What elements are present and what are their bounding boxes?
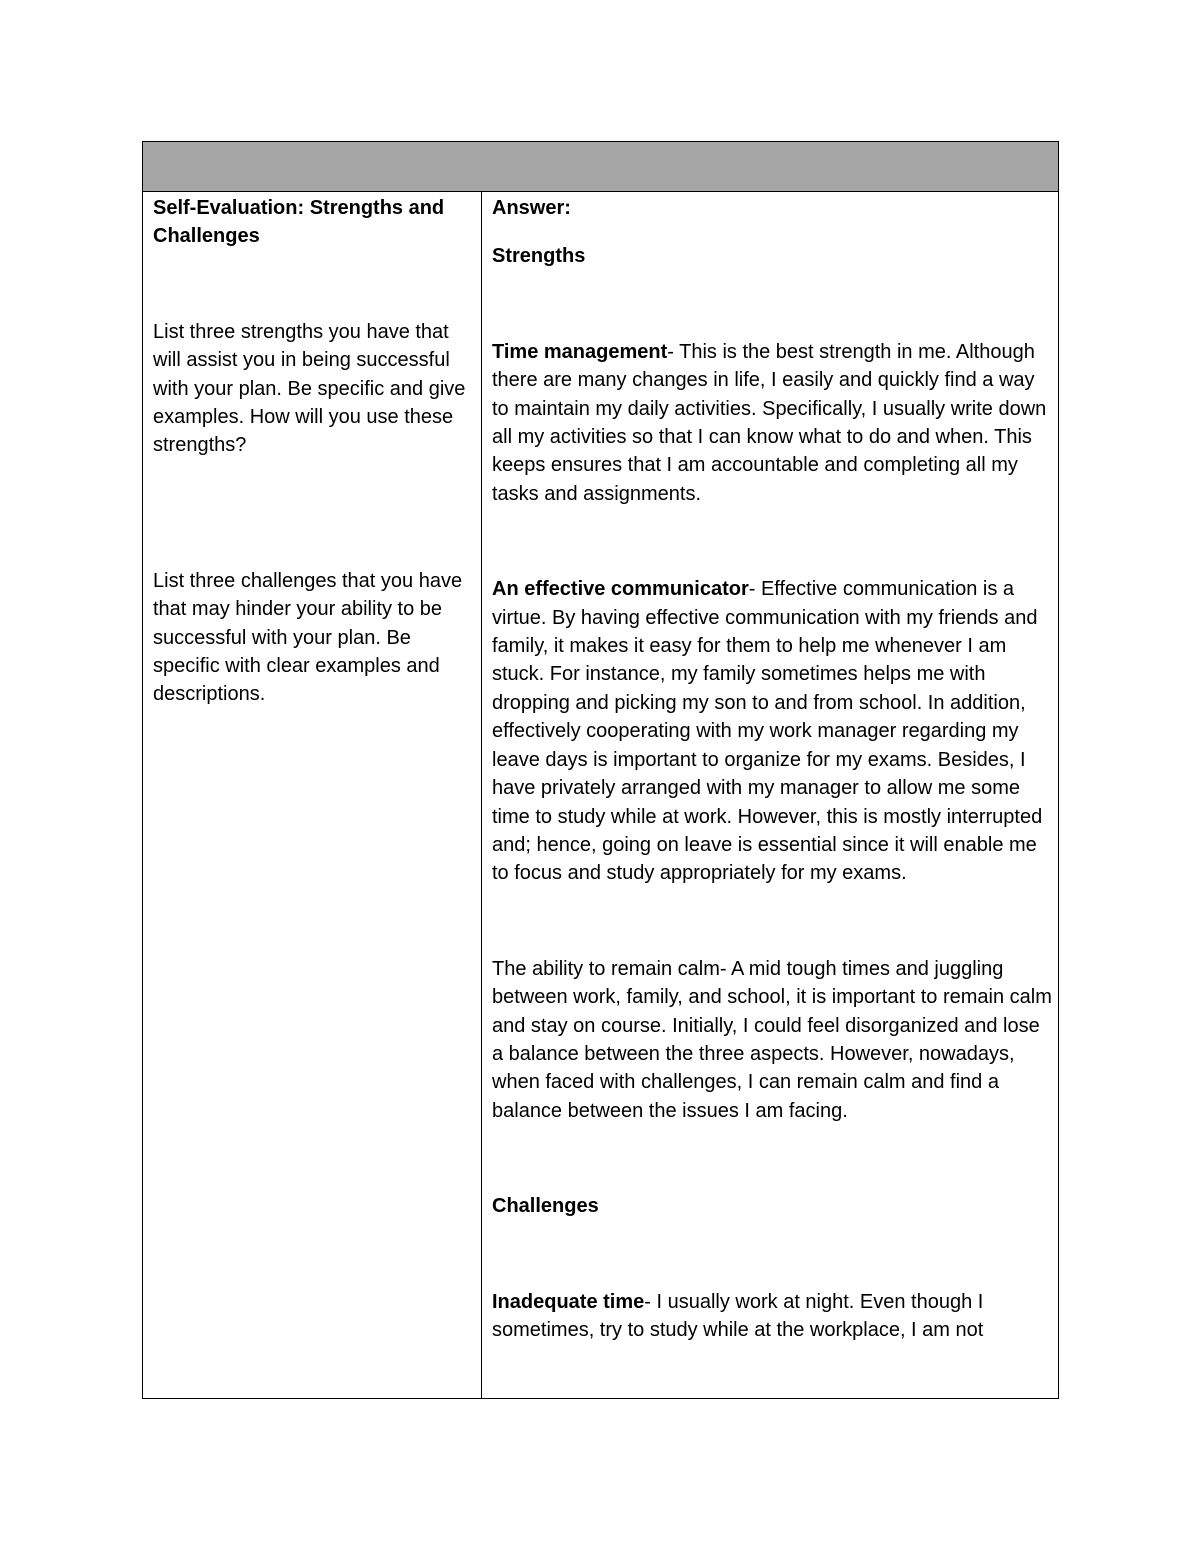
answer-label: Answer: (492, 197, 571, 219)
left-column-cell (153, 194, 471, 709)
table-header-band (143, 142, 1058, 192)
strength-item-communicator (492, 575, 1052, 887)
strength-item-time-management (492, 338, 1052, 508)
strengths-prompt: List three strengths you have that will assist you in being successful with your plan. Be specific and give examples. How will you use these strengths? (153, 320, 466, 457)
self-evaluation-table (142, 141, 1059, 1399)
strength-title: Time management (492, 340, 668, 363)
challenges-heading: Challenges (492, 1195, 599, 1218)
right-column-cell (492, 194, 1052, 1344)
strength-text: - Effective communication is a virtue. By having effective communication with my friends and family, it makes it easy for them to help me whenever I am stuck. For instance, my family sometimes helps me with dropping and picking my son to and from school. In addition, effectively cooperating with my work manager regarding my leave days is important to organize for my exams. Besides, I have privately arranged with my manager to allow me some time to study while at work. However, this is mostly interrupted and; hence, going on leave is essential since it will enable me to focus and study appropriately for my exams. (492, 578, 1043, 885)
strength-item-remain-calm (492, 955, 1052, 1125)
strength-text: - This is the best strength in me. Although there are many changes in life, I easily and quickly find a way to maintain my daily activities. Specifically, I usually write down all my activities so that I can know what to do and when. This keeps ensures that I am accountable and completing all my tasks and assignments. (492, 340, 1047, 505)
strength-text: The ability to remain calm- A mid tough times and juggling between work, family, and school, it is important to remain calm and stay on course. Initially, I could feel disorganized and lose a balance between the three aspects. However, nowadays, when faced with challenges, I can remain calm and find a balance between the issues I am facing. (492, 957, 1052, 1122)
column-divider (481, 191, 482, 1398)
challenge-item-inadequate-time (492, 1288, 1052, 1345)
strengths-heading: Strengths (492, 245, 586, 268)
strength-title: An effective communicator (492, 578, 749, 601)
section-heading: Self-Evaluation: Strengths and Challenges (153, 197, 445, 248)
challenge-text: - I usually work at night. Even though I sometimes, try to study while at the workplace, I am not (492, 1290, 984, 1341)
challenge-title: Inadequate time (492, 1290, 645, 1313)
challenges-prompt: List three challenges that you have that may hinder your ability to be successful with your plan. Be specific with clear examples and descriptions. (153, 569, 463, 706)
